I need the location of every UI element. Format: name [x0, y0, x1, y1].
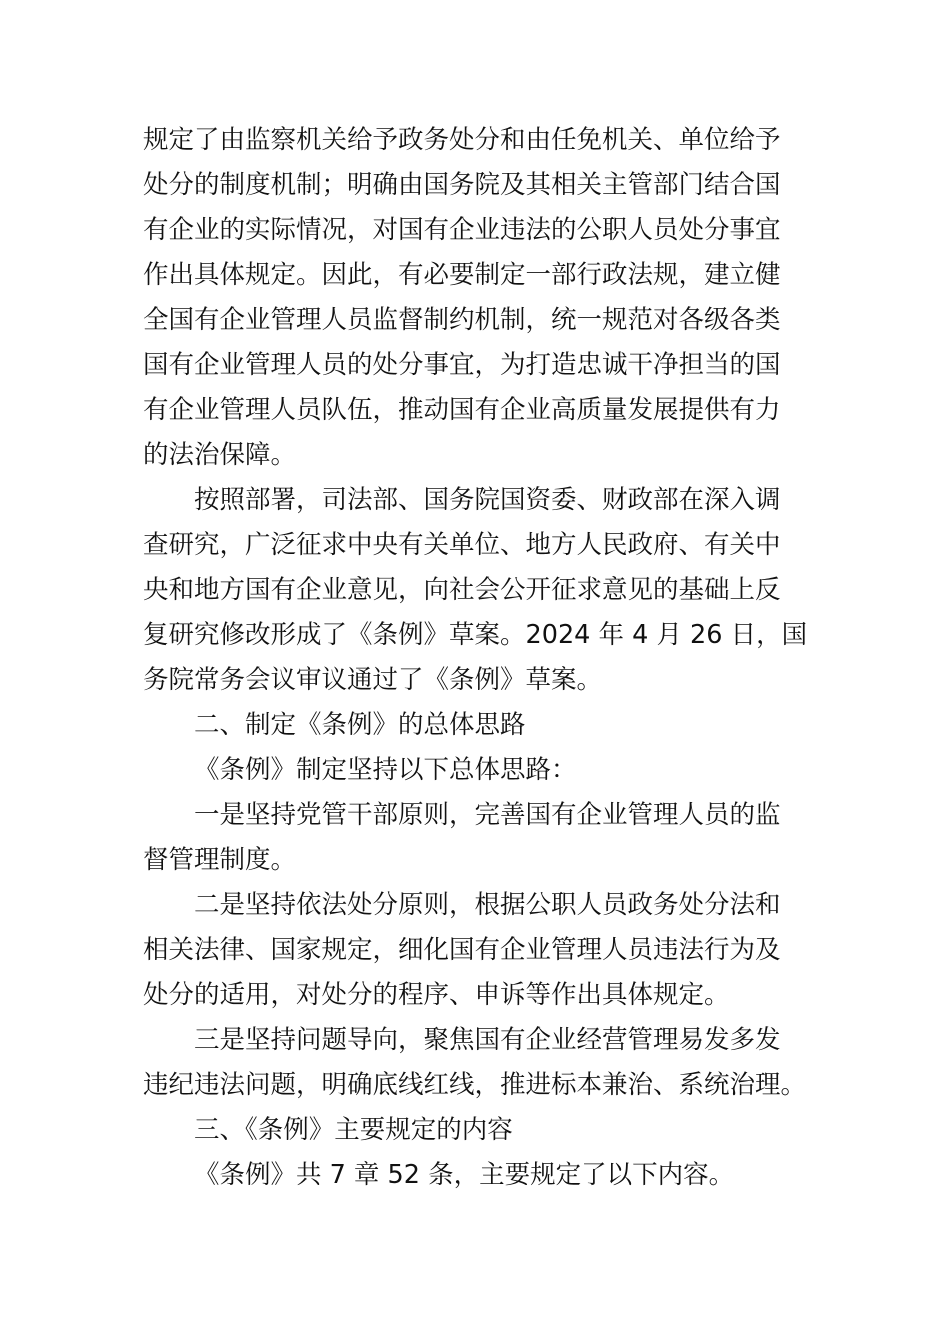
- text-line: 复研究修改形成了《条例》草案。2024 年 4 月 26 日，国: [143, 620, 808, 650]
- paragraph-5: [143, 883, 808, 1018]
- paragraph-4: [143, 793, 808, 883]
- text-line: 违纪违法问题，明确底线红线，推进标本兼治、系统治理。: [143, 1070, 807, 1100]
- section-heading-text: 三、《条例》主要规定的内容: [194, 1115, 513, 1145]
- text-line: 相关法律、国家规定，细化国有企业管理人员违法行为及: [143, 935, 781, 965]
- text-line: 作出具体规定。因此，有必要制定一部行政法规，建立健: [143, 260, 781, 290]
- text-line: 处分的适用，对处分的程序、申诉等作出具体规定。: [143, 980, 730, 1010]
- text-line: 规定了由监察机关给予政务处分和由任免机关、单位给予: [143, 125, 781, 155]
- section-heading-2: [143, 703, 808, 748]
- text-line: 按照部署，司法部、国务院国资委、财政部在深入调: [194, 485, 781, 515]
- text-line: 有企业的实际情况，对国有企业违法的公职人员处分事宜: [143, 215, 781, 245]
- section-heading-text: 二、制定《条例》的总体思路: [194, 710, 526, 740]
- text-line: 全国有企业管理人员监督制约机制，统一规范对各级各类: [143, 305, 781, 335]
- text-line: 督管理制度。: [143, 845, 297, 875]
- text-line: 三是坚持问题导向，聚焦国有企业经营管理易发多发: [194, 1025, 781, 1055]
- text-line: 一是坚持党管干部原则，完善国有企业管理人员的监: [194, 800, 781, 830]
- paragraph-7: [143, 1153, 808, 1198]
- text-line: 二是坚持依法处分原则，根据公职人员政务处分法和: [194, 890, 781, 920]
- text-line: 处分的制度机制；明确由国务院及其相关主管部门结合国: [143, 170, 781, 200]
- paragraph-3: [143, 748, 808, 793]
- text-line: 务院常务会议审议通过了《条例》草案。: [143, 665, 603, 695]
- text-line: 央和地方国有企业意见，向社会公开征求意见的基础上反: [143, 575, 781, 605]
- text-line: 《条例》共 7 章 52 条，主要规定了以下内容。: [194, 1160, 735, 1190]
- text-line: 查研究，广泛征求中央有关单位、地方人民政府、有关中: [143, 530, 781, 560]
- section-heading-3: [143, 1108, 808, 1153]
- paragraph-2: [143, 478, 808, 703]
- paragraph-6: [143, 1018, 808, 1108]
- text-line: 有企业管理人员队伍，推动国有企业高质量发展提供有力: [143, 395, 781, 425]
- text-line: 《条例》制定坚持以下总体思路：: [194, 755, 577, 785]
- document-body: [143, 118, 808, 1198]
- text-line: 的法治保障。: [143, 440, 297, 470]
- text-line: 国有企业管理人员的处分事宜，为打造忠诚干净担当的国: [143, 350, 781, 380]
- paragraph-1: [143, 118, 808, 478]
